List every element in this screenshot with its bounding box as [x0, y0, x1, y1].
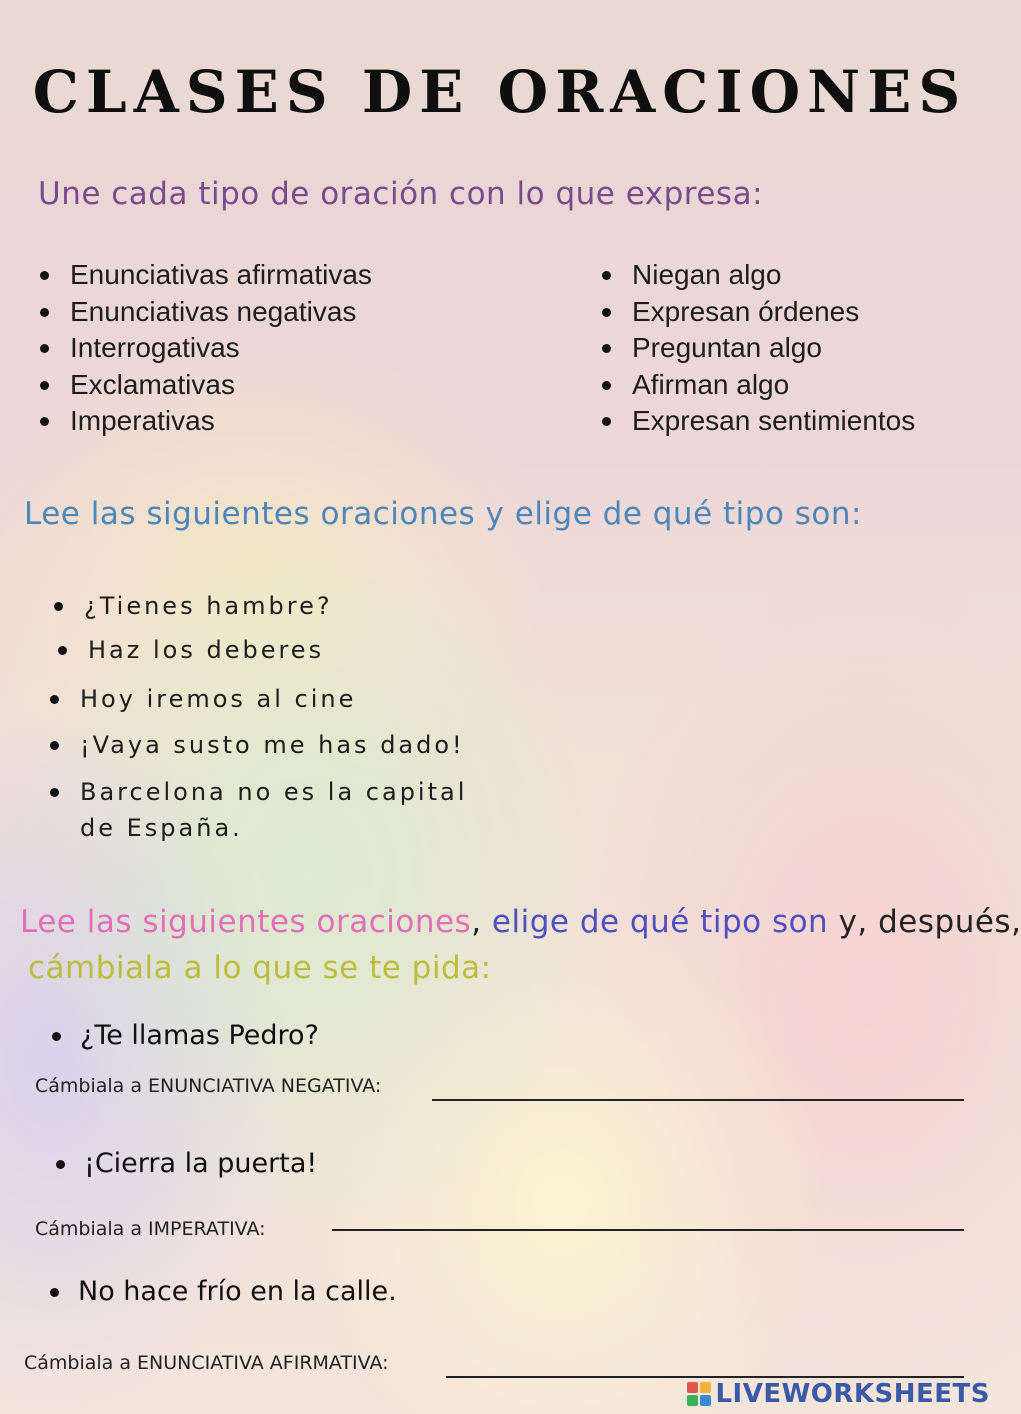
- exercise-prompt: Cámbiala a IMPERATIVA:: [35, 1218, 266, 1240]
- logo-text: LIVEWORKSHEETS: [715, 1379, 990, 1409]
- meanings-list: [632, 257, 915, 440]
- answer-line-3[interactable]: [446, 1376, 964, 1378]
- sentences-list-4: [80, 731, 465, 759]
- instruction-part-3: y, después,: [838, 904, 1021, 940]
- liveworksheets-grid-icon: [687, 1382, 711, 1406]
- list-item[interactable]: Enunciativas afirmativas: [70, 257, 372, 294]
- list-item[interactable]: Preguntan algo: [632, 330, 915, 367]
- sentences-list: [80, 592, 333, 620]
- exercise-sentence: No hace frío en la calle.: [78, 1276, 397, 1307]
- list-item[interactable]: Exclamativas: [70, 367, 372, 404]
- answer-line-1[interactable]: [432, 1099, 964, 1101]
- list-item[interactable]: Barcelona no es la capital: [80, 778, 468, 806]
- sentences-list-2: [88, 636, 324, 664]
- list-item[interactable]: Niegan algo: [632, 257, 915, 294]
- exercise-prompt: Cámbiala a ENUNCIATIVA AFIRMATIVA:: [24, 1352, 389, 1374]
- list-item[interactable]: Interrogativas: [70, 330, 372, 367]
- instruction-part-1: Lee las siguientes oraciones: [20, 904, 472, 940]
- list-item-continuation: de España.: [80, 814, 243, 842]
- section2-instruction: Lee las siguientes oraciones y elige de qué tipo son:: [24, 496, 862, 532]
- list-item[interactable]: Afirman algo: [632, 367, 915, 404]
- list-item[interactable]: Enunciativas negativas: [70, 294, 372, 331]
- instruction-comma: ,: [471, 904, 482, 940]
- exercise-prompt: Cámbiala a ENUNCIATIVA NEGATIVA:: [35, 1075, 382, 1097]
- section3-instruction-line2: cámbiala a lo que se te pida:: [28, 950, 492, 986]
- liveworksheets-logo[interactable]: [687, 1379, 990, 1409]
- sentence-types-list: [70, 257, 372, 440]
- list-item[interactable]: Imperativas: [70, 403, 372, 440]
- page-title: CLASES DE ORACIONES: [32, 58, 968, 126]
- list-item[interactable]: ¡Vaya susto me has dado!: [80, 731, 465, 759]
- section3-instruction: [20, 904, 1021, 940]
- sentences-list-3: [80, 685, 356, 713]
- list-item[interactable]: Hoy iremos al cine: [80, 685, 357, 713]
- section1-instruction: Une cada tipo de oración con lo que expresa:: [38, 176, 764, 212]
- sentences-list-5: [80, 778, 467, 806]
- answer-line-2[interactable]: [332, 1229, 964, 1231]
- list-item[interactable]: ¿Tienes hambre?: [84, 592, 333, 620]
- list-item[interactable]: Expresan sentimientos: [632, 403, 915, 440]
- list-item[interactable]: Haz los deberes: [88, 636, 325, 664]
- list-item[interactable]: Expresan órdenes: [632, 294, 915, 331]
- instruction-part-2: elige de qué tipo son: [491, 904, 829, 940]
- exercise-sentence: ¿Te llamas Pedro?: [80, 1020, 319, 1051]
- exercise-sentence: ¡Cierra la puerta!: [84, 1148, 318, 1179]
